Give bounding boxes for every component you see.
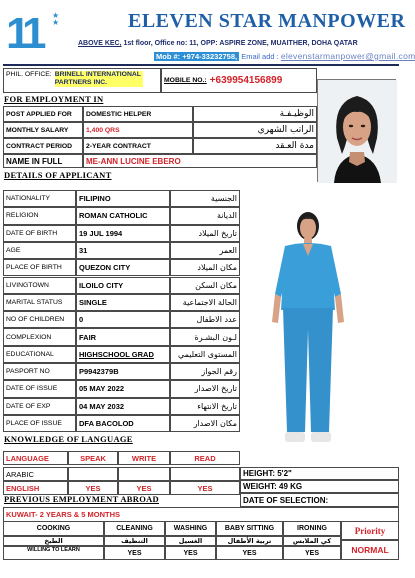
name-label: NAME IN FULL [3,154,83,168]
language-name: ARABIC [3,467,68,481]
employment-value: 1,400 QRS [83,122,193,138]
skill-header: BABY SITTING [216,521,283,536]
name-value: ME-ANN LUCINE EBERO [83,154,317,168]
employment-arabic: مدة العـقد [193,138,317,154]
language-level [118,467,170,481]
applicant-label: PLACE OF ISSUE [3,415,76,432]
applicant-arabic: عدد الاطفال [170,311,240,328]
applicant-label: AGE [3,242,76,259]
applicant-label: DATE OF BIRTH [3,225,76,242]
applicant-arabic: العمر [170,242,240,259]
applicant-label: NO OF CHILDREN [3,311,76,328]
applicant-label: DATE OF EXP [3,398,76,415]
language-header: SPEAK [68,451,118,465]
applicant-value: 04 MAY 2032 [76,398,170,415]
applicant-arabic: رقم الجواز [170,363,240,380]
applicant-label: NATIONALITY [3,190,76,207]
applicant-arabic: الحالة الاجتماعية [170,294,240,311]
applicant-label: PASPORT NO [3,363,76,380]
applicant-value: 19 JUL 1994 [76,225,170,242]
language-level: YES [170,481,240,495]
skill-arabic: كي الملابس [283,536,341,546]
previous-section-title: PREVIOUS EMPLOYMENT ABROAD [4,494,159,504]
skill-value: YES [165,546,216,560]
company-address [78,40,358,47]
applicant-arabic: لـون البشـرة [170,328,240,345]
employment-arabic: الراتب الشهري [193,122,317,138]
header-divider [3,64,399,66]
skill-value: YES [283,546,341,560]
employment-value: 2-YEAR CONTRACT [83,138,193,154]
skill-header: CLEANING [104,521,165,536]
applicant-label: COMPLEXION [3,328,76,345]
address-rest: 1st floor, Office no: 11, OPP: ASPIRE ZONE, MUAITHER, DOHA QATAR [121,40,358,47]
language-level: YES [68,481,118,495]
language-level: YES [118,481,170,495]
previous-employment-value: KUWAIT- 2 YEARS & 5 MONTHS [3,507,399,521]
employment-value: DOMESTIC HELPER [83,106,193,122]
applicant-value: 31 [76,242,170,259]
applicant-arabic: الديانة [170,207,240,224]
applicant-arabic: تاريخ الميلاد [170,225,240,242]
skill-header: WASHING [165,521,216,536]
phil-office-label: PHIL. OFFICE: [6,71,52,78]
employment-section-title: FOR EMPLOYMENT IN [4,94,104,104]
applicant-value: 05 MAY 2022 [76,380,170,397]
applicant-label: DATE OF ISSUE [3,380,76,397]
applicant-label: PLACE OF BIRTH [3,259,76,276]
skill-value: WILLING TO LEARN [3,546,104,560]
applicant-label: RELIGION [3,207,76,224]
skill-value: YES [104,546,165,560]
applicant-portrait [317,79,396,182]
skill-arabic: الطبخ [3,536,104,546]
employment-label: POST APPLIED FOR [3,106,83,122]
company-logo [4,10,66,58]
language-level [68,467,118,481]
applicant-arabic: المستوى التعليمي [170,346,240,363]
applicant-arabic: الجنسية [170,190,240,207]
applicant-value: P9942379B [76,363,170,380]
mobile-label: MOBILE NO.: [164,77,207,84]
applicant-full-body [255,200,361,454]
skill-arabic: الغسيل [165,536,216,546]
applicant-arabic: مكان الميلاد [170,259,240,276]
applicant-value: DFA BACOLOD [76,415,170,432]
address-prefix: ABOVE KEC, [78,40,122,47]
weight-value: WEIGHT: 49 KG [240,480,399,493]
applicant-value: FILIPINO [76,190,170,207]
employment-label: MONTHLY SALARY [3,122,83,138]
priority-value: NORMAL [341,540,399,560]
phil-office-name: BRINELL INTERNATIONAL PARTNERS INC. [54,71,141,86]
company-name: ELEVEN STAR MANPOWER [128,10,406,32]
applicant-value: ILOILO CITY [76,277,170,294]
applicant-arabic: تاريخ الانتهاء [170,398,240,415]
applicant-arabic: مكان الاصدار [170,415,240,432]
applicant-value: QUEZON CITY [76,259,170,276]
phil-office-cell [3,68,161,93]
mobile-cell [161,68,317,93]
language-header: WRITE [118,451,170,465]
skill-value: YES [216,546,283,560]
applicant-label: EDUCATIONAL [3,346,76,363]
applicant-arabic: تاريخ الاصدار [170,380,240,397]
language-header: READ [170,451,240,465]
selection-date: DATE OF SELECTION: [240,493,399,507]
language-header: LANGUAGE [3,451,68,465]
height-value: HEIGHT: 5'2" [240,467,399,480]
applicant-value: SINGLE [76,294,170,311]
company-contact [154,51,415,61]
logo-number: 11 [6,9,41,58]
priority-label: Priority [341,521,399,540]
applicant-value: ROMAN CATHOLIC [76,207,170,224]
applicant-value: 0 [76,311,170,328]
applicant-section-title: DETAILS OF APPLICANT [4,170,112,180]
language-section-title: KNOWLEDGE OF LANGUAGE [4,434,133,444]
company-mobile: Mob #: +974-33232758, [156,52,238,61]
mobile-value: +639954156899 [209,75,283,86]
applicant-value: FAIR [76,328,170,345]
email-label: Email add : [241,52,279,61]
skill-arabic: تربية الأطفال [216,536,283,546]
company-email[interactable]: elevenstarmanpower@gmail.com [280,51,415,61]
applicant-value: HIGHSCHOOL GRAD [76,346,170,363]
language-level [170,467,240,481]
applicant-label: MARITAL STATUS [3,294,76,311]
skill-header: COOKING [3,521,104,536]
employment-arabic: الوظيـفـة [193,106,317,122]
skill-arabic: التنظيف [104,536,165,546]
language-name: ENGLISH [3,481,68,495]
logo-stars-icon: ★ ★ [52,11,60,27]
applicant-arabic: مكان السكن [170,277,240,294]
applicant-label: LIVINGTOWN [3,277,76,294]
employment-label: CONTRACT PERIOD [3,138,83,154]
skill-header: IRONING [283,521,341,536]
